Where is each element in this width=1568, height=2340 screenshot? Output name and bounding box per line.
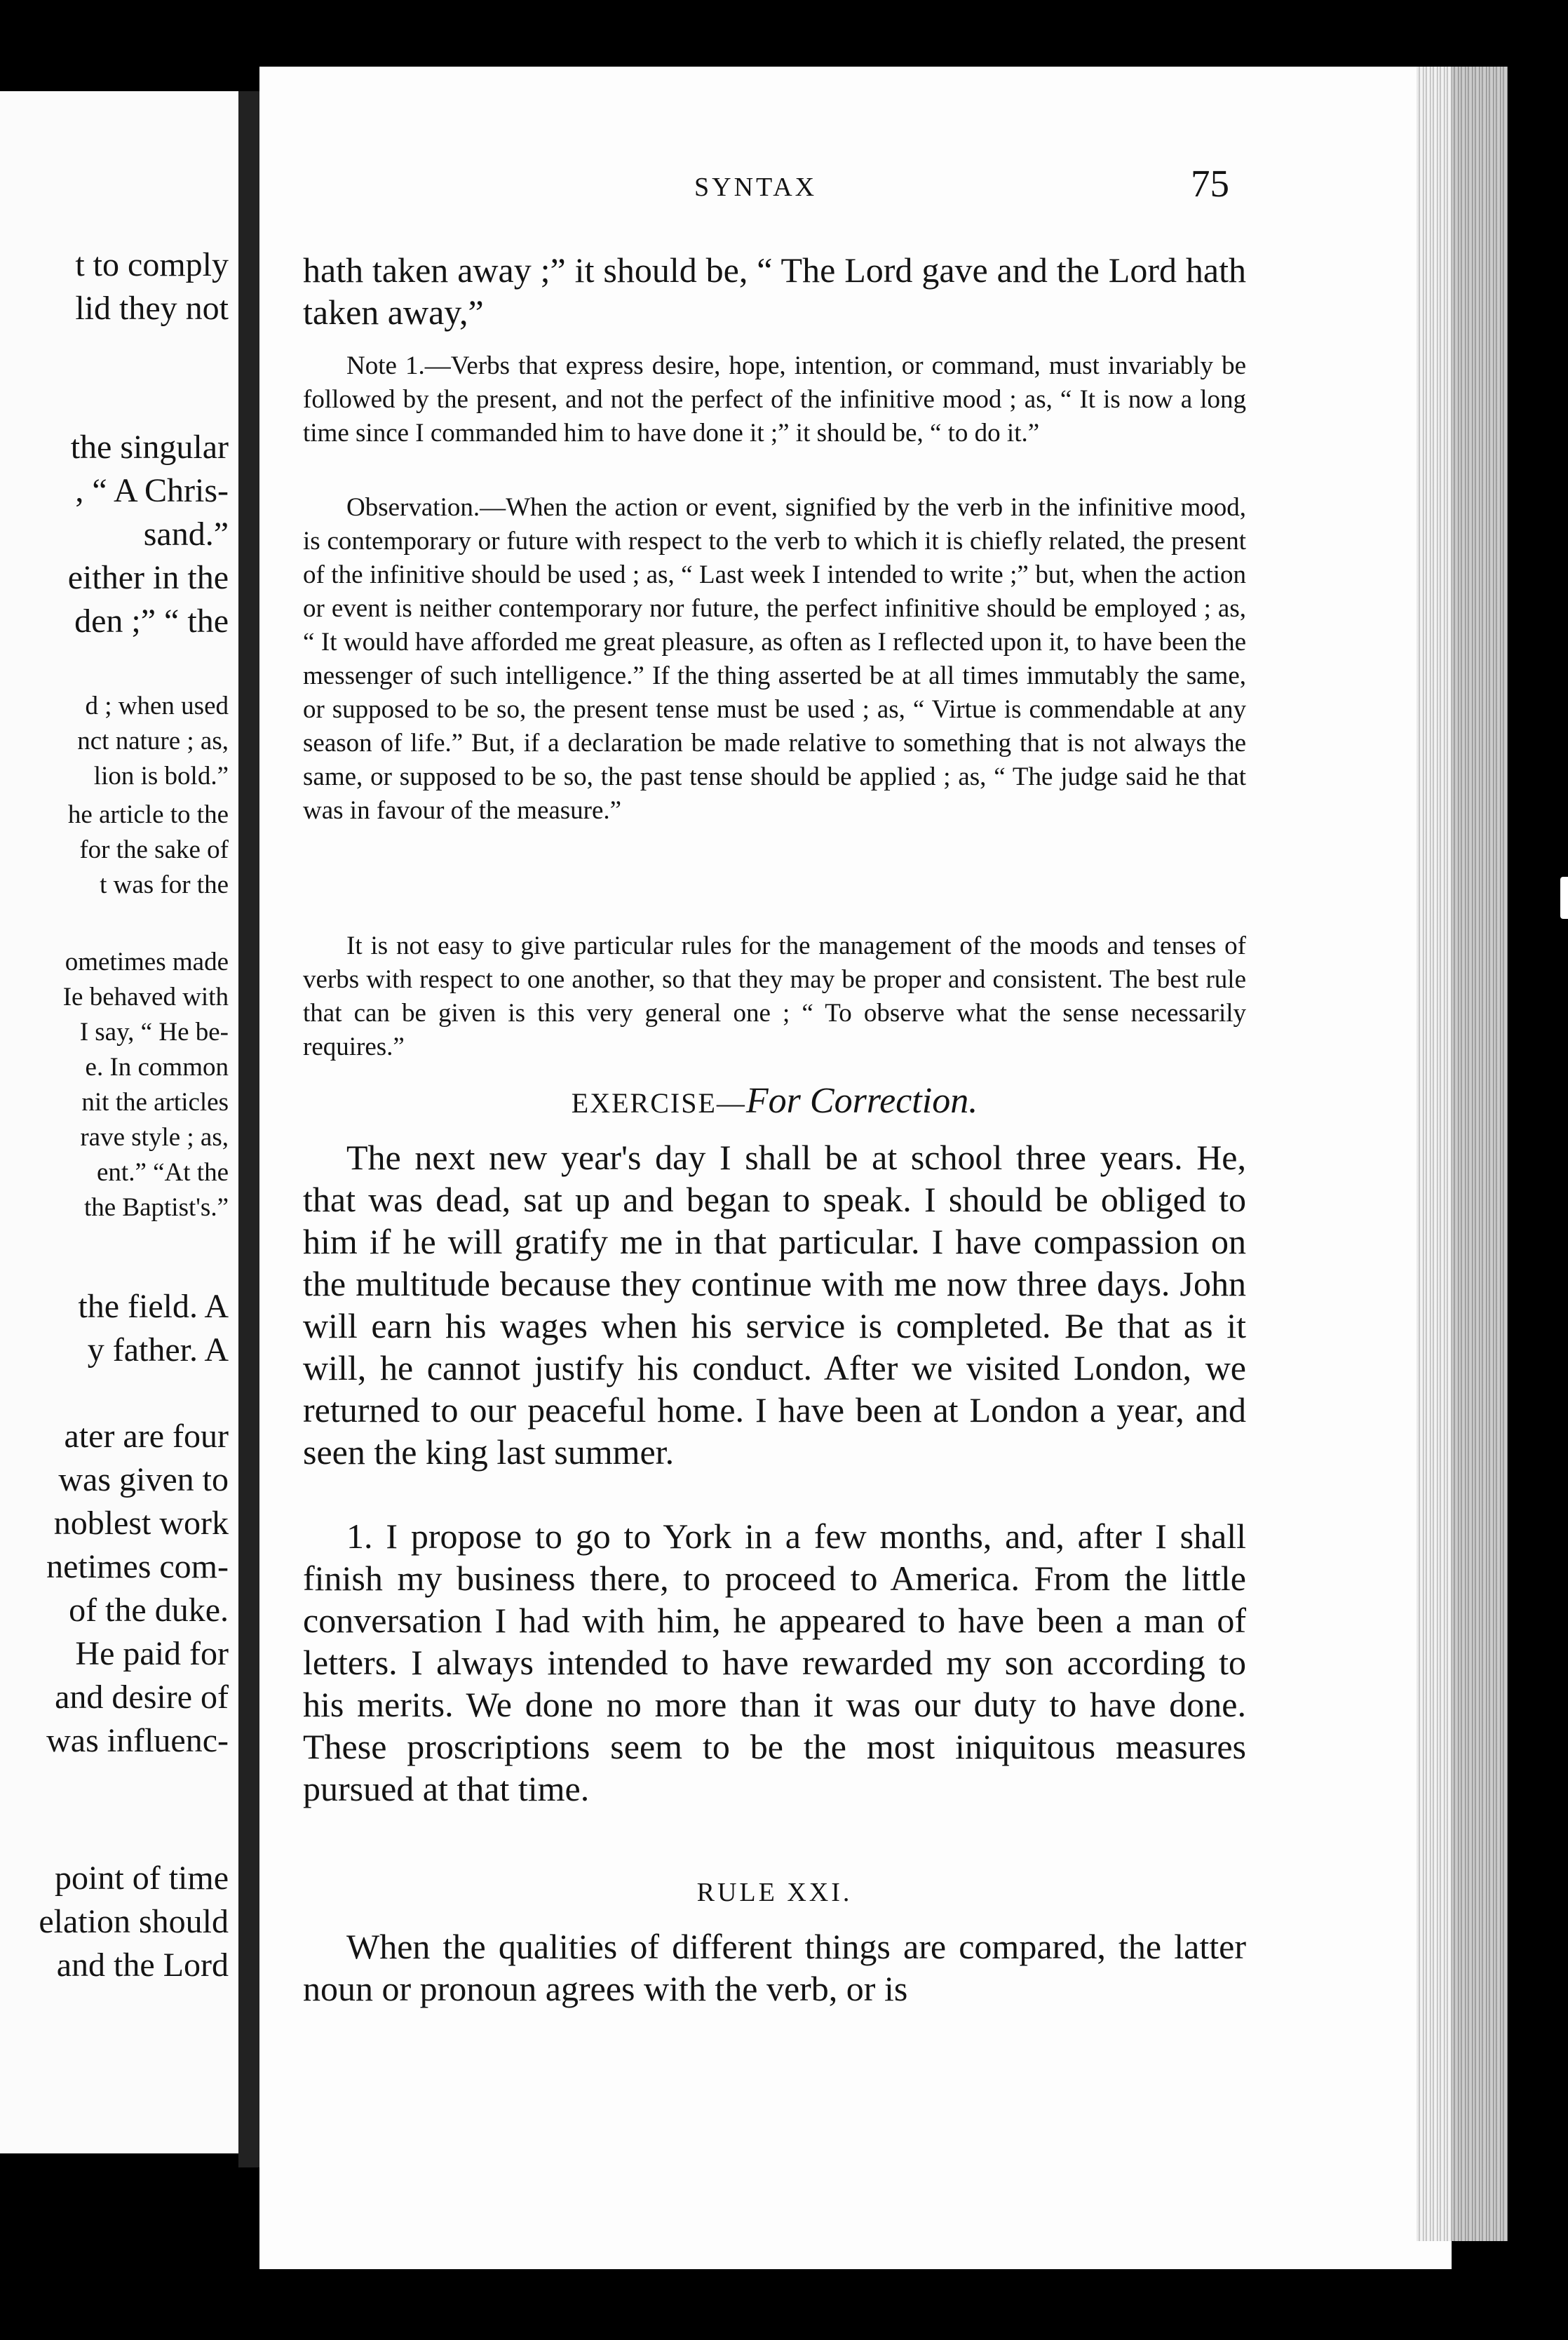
exercise-subtitle: For Correction. [745,1081,978,1121]
left-page-line: lion is bold.” [93,762,229,791]
running-title: SYNTAX [694,173,818,202]
left-page-line: rave style ; as, [80,1123,229,1152]
left-page-line: t to comply [75,246,229,283]
exercise-paragraph-2: 1. I propose to go to York in a few months, and, after I shall finish my business there, to proceed to America. From the little conversation I had with him, he appeared to have been a man of letters. I always intended to have rewarded my son according to his merits. We done no more than it was our duty to have done. These proscriptions seem to be the most iniquitous measures pursued at that time. [303,1517,1246,1808]
left-page-line: the singular [70,429,229,466]
left-page-line: he article to the [67,800,229,829]
left-page-line: for the sake of [79,835,229,864]
book-gutter [238,91,259,2167]
left-page-line: He paid for [75,1635,229,1672]
left-page-line: the field. A [78,1288,229,1325]
left-page-line: y father. A [87,1331,229,1369]
page-edges [1417,67,1508,2241]
left-page-line: and desire of [55,1679,229,1716]
left-page-line: e. In common [85,1053,229,1082]
exercise-label: EXERCISE— [571,1087,746,1119]
rule-heading: RULE XXI. [696,1878,853,1907]
left-page-line: was given to [58,1461,229,1498]
left-page-line: t was for the [100,870,229,899]
exercise-paragraph-1: The next new year's day I shall be at school three years. He, that was dead, sat up and began to speak. I should be obliged to him if he will gratify me in that particular. I have compassion on the multitude because they continue with me now three days. John will earn his wages when his service is completed. Be that as it will, he cannot justify his conduct. After we visited London, we returned to our peaceful home. I have been at London a year, and seen the king last summer. [303,1138,1246,1472]
left-page-line: , “ A Chris- [75,472,229,509]
left-page-line: den ;” “ the [74,603,229,640]
left-page-line: nit the articles [81,1088,229,1117]
left-page-line: netimes com- [46,1548,229,1585]
general-rule: It is not easy to give particular rules for the management of the moods and tenses of verbs with respect to one another, so that they may be proper and consistent. The best rule that can be given is this very general one ; “ To observe what the sense necessarily requires.” [303,932,1246,1061]
left-page-line: Ie behaved with [62,983,229,1011]
observation: Observation.—When the action or event, signified by the verb in the infinitive mood, is contemporary or future with respect to the verb to which it is chiefly related, the present of the infinitive should be used ; as, “ Last week I intended to write ;” but, when the action or event is neither contemporary nor future, the perfect infinitive should be employed ; as, “ It would have afforded me great pleasure, as often as I reflected upon it, to have been the messenger of such intelligence.” If the thing asserted be at all times immutably the same, or supposed to be so, the present tense must be used ; as, “ Virtue is commendable at any season of life.” But, if a declaration be made relative to something that is not always the same, or supposed to be so, the past tense should be applied ; as, “ The judge said he that was in favour of the measure.” [303,493,1246,825]
page-number: 75 [1191,162,1229,205]
left-page-line: either in the [67,559,229,596]
left-page-line: was influenc- [46,1722,229,1759]
left-page-line: elation should [39,1903,229,1940]
left-page-line: lid they not [75,290,229,327]
left-page-line: sand.” [143,516,229,553]
exercise-heading [303,1080,1246,1122]
left-page-line: of the duke. [69,1592,229,1629]
intro-text: hath taken away ;” it should be, “ The Lord gave and the Lord hath taken away,” [303,250,1246,332]
note-1: Note 1.—Verbs that express desire, hope, intention, or command, must invariably be followed by the present, and not the perfect of the infinitive mood ; as, “ It is now a long time since I commanded him to have done it ;” it should be, “ to do it.” [303,351,1246,448]
left-page-line: d ; when used [85,692,229,720]
left-page-line: I say, “ He be- [79,1018,229,1047]
left-page-line: ent.” “At the [97,1158,229,1187]
left-page-line: the Baptist's.” [83,1193,229,1222]
left-page [0,91,238,2153]
left-page-line: ater are four [64,1418,229,1455]
left-page-line: and the Lord [56,1946,229,1984]
rule-text: When the qualities of different things are compared, the latter noun or pronoun agrees with the verb, or is [303,1927,1246,2008]
left-page-line: nct nature ; as, [77,727,229,755]
page-tab [1560,877,1568,919]
left-page-line: noblest work [53,1505,229,1542]
left-page-line: ometimes made [65,948,229,976]
left-page-line: point of time [55,1860,229,1897]
